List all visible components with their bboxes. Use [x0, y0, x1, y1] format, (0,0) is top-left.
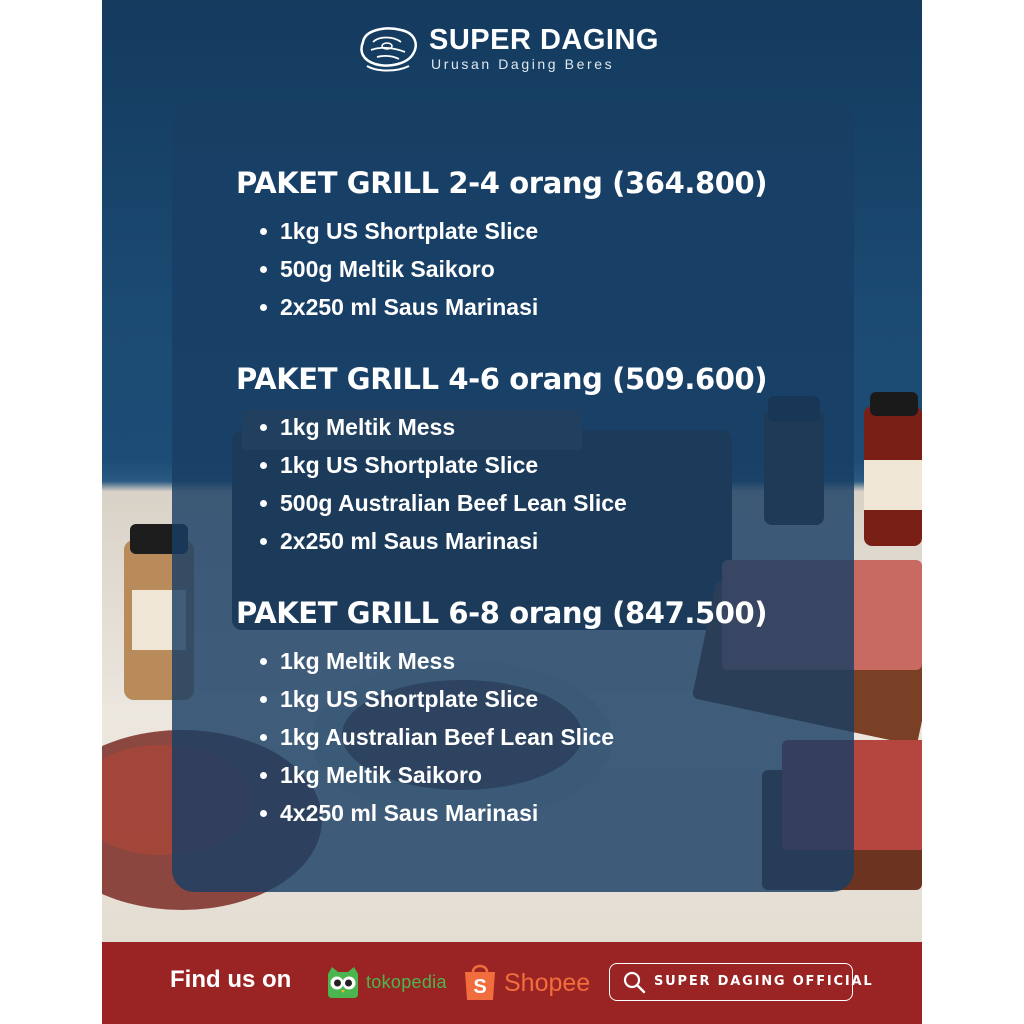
package-items [236, 408, 767, 560]
package-item: 1kg US Shortplate Slice [260, 446, 767, 484]
brand-name: SUPER DAGING [429, 24, 659, 56]
package-item: 1kg US Shortplate Slice [260, 212, 767, 250]
package-6-8 [236, 596, 767, 832]
footer-bar [102, 942, 922, 1024]
package-item: 1kg Meltik Mess [260, 408, 767, 446]
tokopedia-link[interactable] [324, 962, 450, 1002]
promo-poster [102, 0, 922, 1024]
package-item: 2x250 ml Saus Marinasi [260, 522, 767, 560]
shopee-link[interactable] [462, 960, 592, 1004]
brand-logo [357, 22, 667, 80]
brand-tagline: Urusan Daging Beres [431, 56, 615, 72]
search-icon [622, 970, 646, 994]
package-items [236, 212, 767, 326]
package-item: 1kg US Shortplate Slice [260, 680, 767, 718]
package-item: 4x250 ml Saus Marinasi [260, 794, 767, 832]
official-store-search[interactable] [609, 963, 874, 1001]
steak-logo-icon [357, 22, 423, 76]
shopee-bag-icon [462, 960, 498, 1002]
package-title: PAKET GRILL 4-6 orang (509.600) [236, 362, 768, 396]
find-us-label: Find us on [170, 966, 292, 993]
package-item: 1kg Meltik Mess [260, 642, 767, 680]
package-2-4 [236, 166, 767, 326]
shopee-label: Shopee [504, 969, 591, 997]
package-item: 500g Meltik Saikoro [260, 250, 767, 288]
package-4-6 [236, 362, 767, 560]
svg-text:S: S [473, 976, 487, 998]
tokopedia-label: tokopedia [366, 972, 447, 992]
package-item: 2x250 ml Saus Marinasi [260, 288, 767, 326]
package-item: 500g Australian Beef Lean Slice [260, 484, 767, 522]
package-item: 1kg Meltik Saikoro [260, 756, 767, 794]
package-title: PAKET GRILL 2-4 orang (364.800) [236, 166, 768, 200]
official-store-label: SUPER DAGING OFFICIAL [654, 974, 874, 989]
package-title: PAKET GRILL 6-8 orang (847.500) [236, 596, 768, 630]
package-item: 1kg Australian Beef Lean Slice [260, 718, 767, 756]
tokopedia-owl-icon [324, 962, 362, 1000]
package-items [236, 642, 767, 832]
